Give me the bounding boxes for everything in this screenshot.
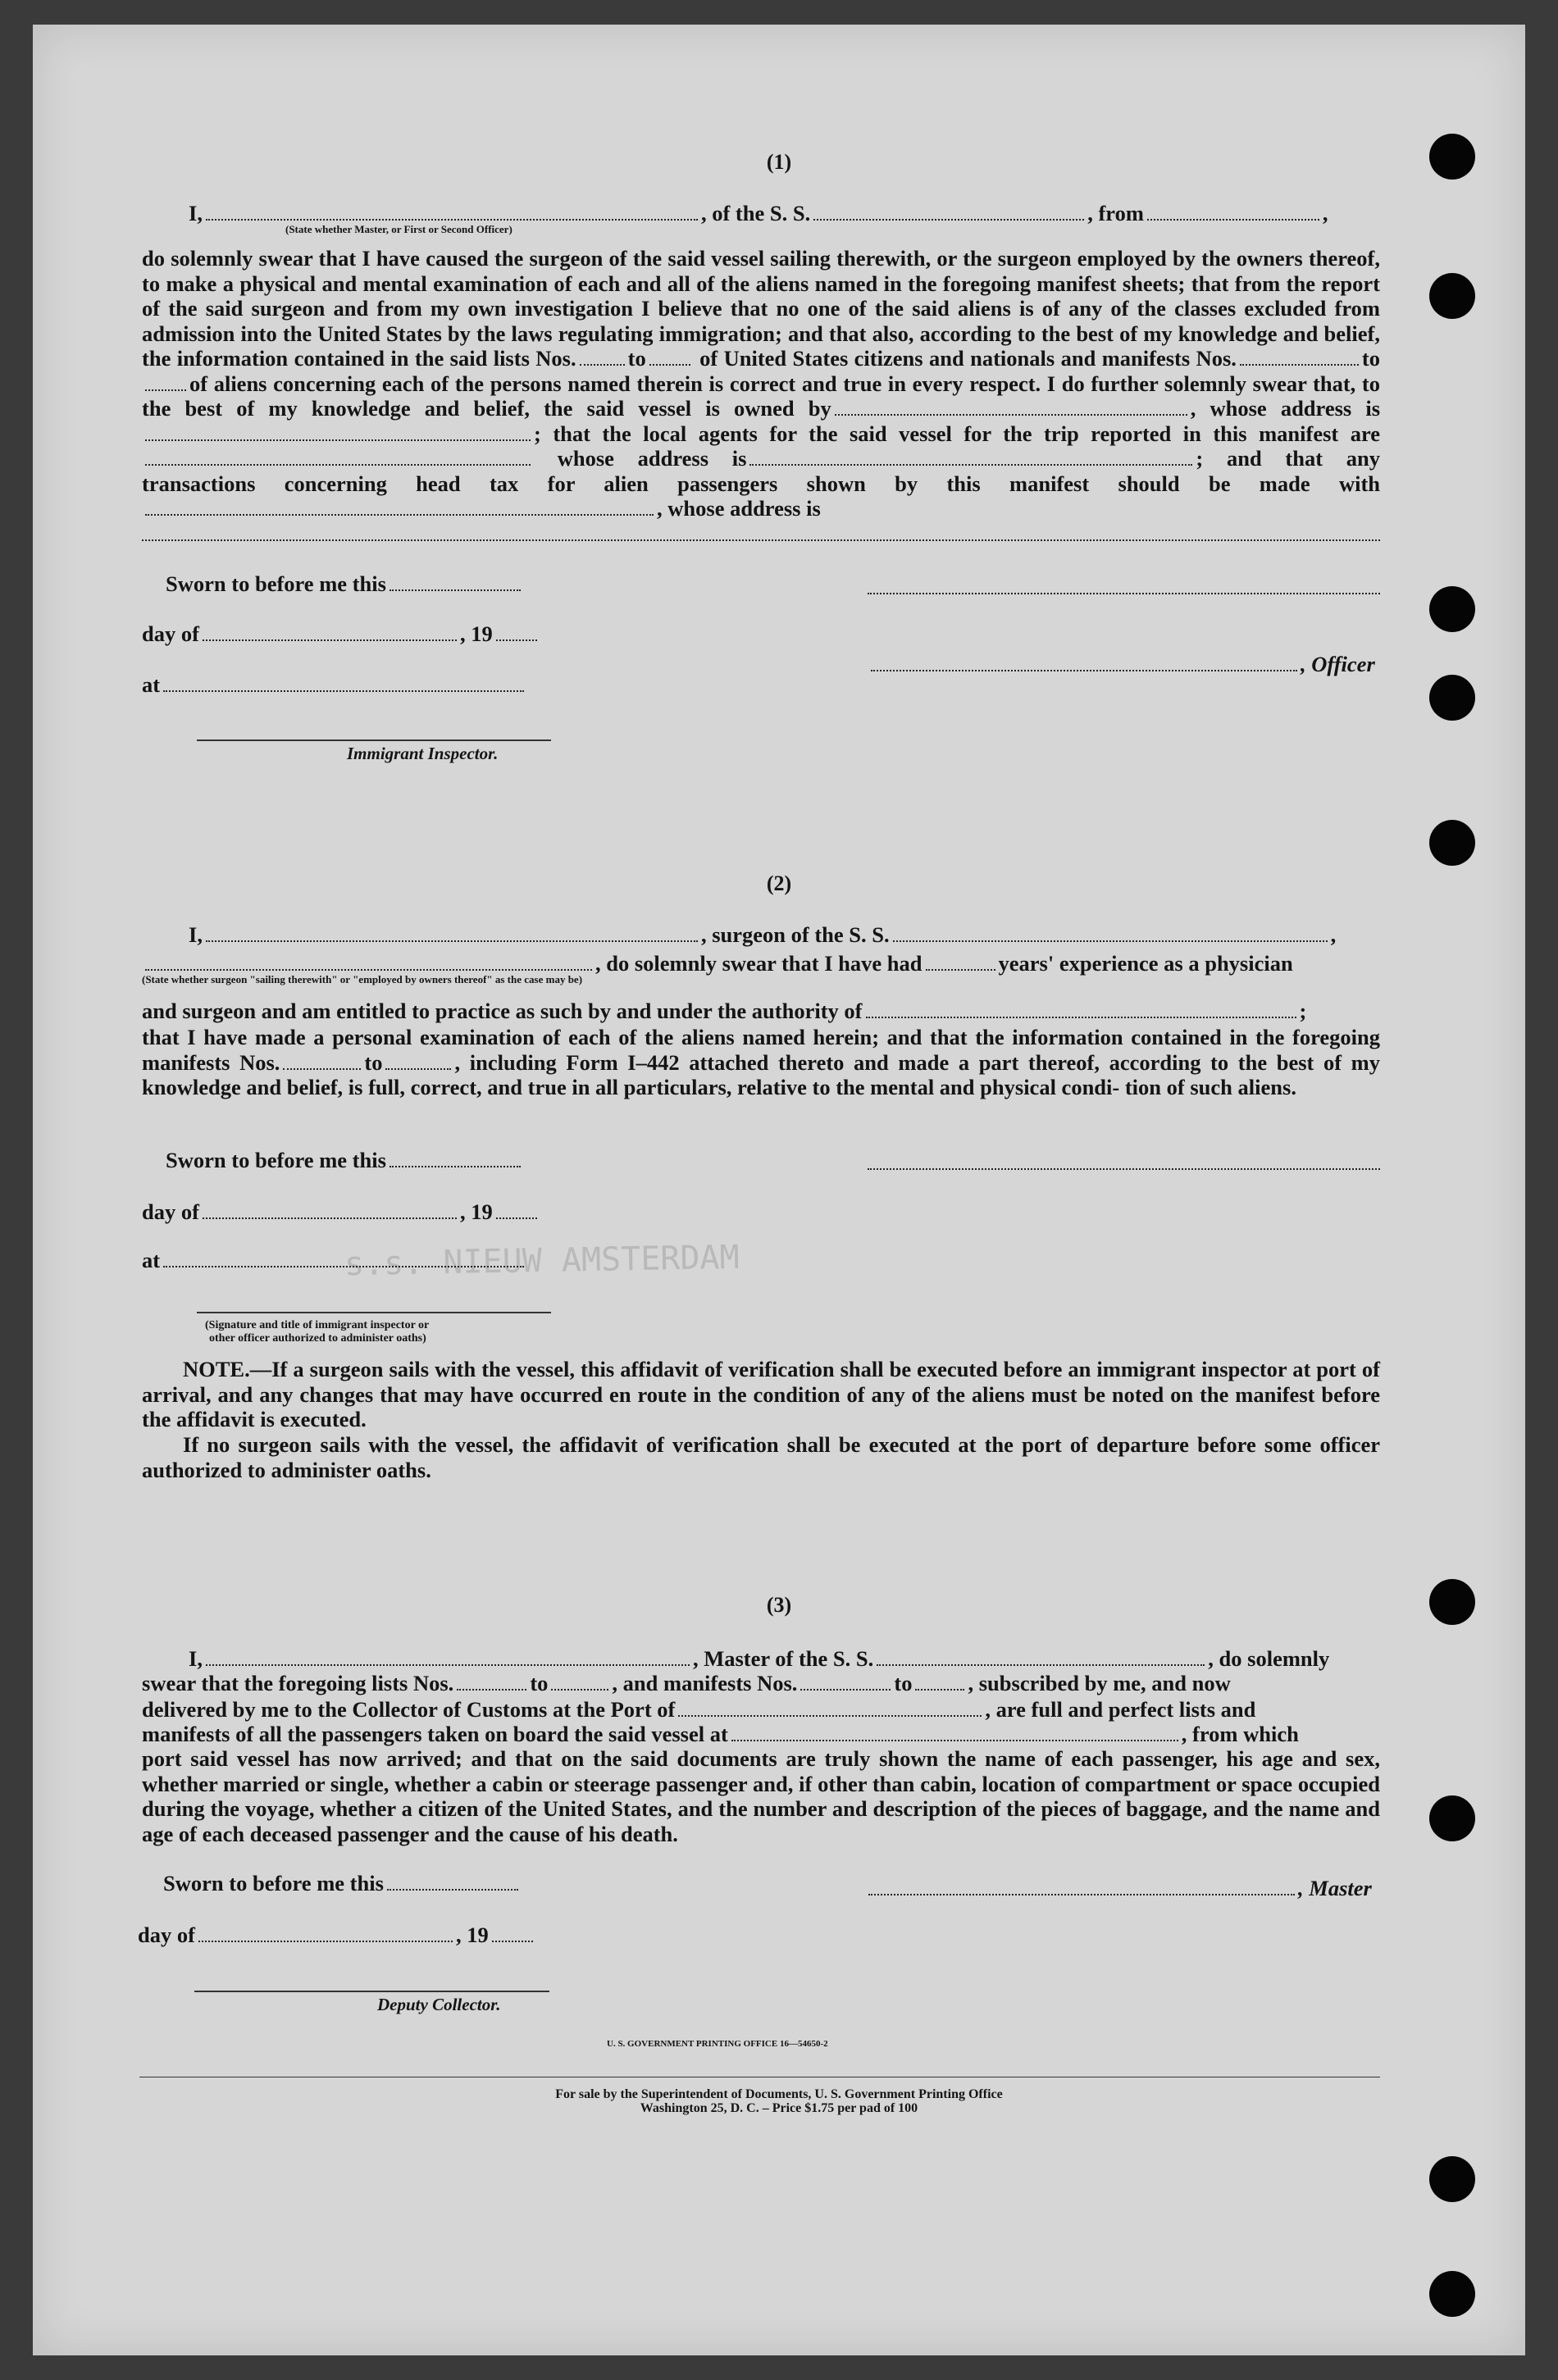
immigrant-inspector-label: Immigrant Inspector. — [347, 744, 499, 763]
day-of-field-2[interactable] — [203, 1199, 457, 1219]
surgeon-name-field[interactable] — [206, 922, 698, 942]
year-field-3[interactable] — [492, 1923, 533, 1942]
surgeon-signature-line[interactable] — [868, 1168, 1380, 1170]
owner-field[interactable] — [835, 396, 1187, 416]
note-paragraph-1: NOTE.—If a surgeon sails with the vessel, this affidavit of verification shall be executed before an immigrant inspector at port of arrival, and any changes that may have occurred en route in the condition of any of the aliens must be noted on the manifest before the affidavit is executed. — [142, 1357, 1380, 1431]
sale-line-2: Washington 25, D. C. – Price $1.75 per pad of 100 — [640, 2101, 918, 2115]
at-field[interactable] — [163, 672, 524, 692]
authority-field[interactable] — [866, 999, 1296, 1018]
section-1-line-1: I, , of the S. S. , from , — [189, 201, 1328, 225]
master-caption: (State whether Master, or First or Second Officer) — [285, 223, 512, 235]
binder-hole — [1429, 586, 1475, 632]
bleed-through-ship-stamp: s.s. NIEUW AMSTERDAM — [344, 1238, 740, 1284]
signature-caption-2: other officer authorized to administer oaths) — [209, 1332, 426, 1345]
surgeon-vessel-field[interactable] — [893, 922, 1328, 942]
section-3-number: (3) — [766, 1593, 792, 1617]
section-3-paragraph: port said vessel has now arrived; and that on the said documents are truly shown the name of each passenger, his age and sex, whether married or single, whether a cabin or steerage passenger and, if other than cabin, location of compartment or space occupied during the voyage, whether a citizen of the United States, and the number and description of the pieces of baggage, and the name and age of each deceased passenger and the cause of his death. — [142, 1746, 1380, 1846]
manifests-to-field[interactable] — [145, 371, 186, 391]
section-1-paragraph: do solemnly swear that I have caused the surgeon of the said vessel sailing therewith, or the surgeon employed by the owners thereof, to make a physical and mental examination of each and all of the aliens named in the foregoing manifest sheets; that from the report of the said surgeon and from my own investigation I believe that no one of the said aliens is of any of the classes excluded from admission into the United States by the laws regulating immigration; and that also, according to the best of my knowledge and belief, the information contained in the said lists Nos. to of United States citizens and nationals and manifests Nos. toof aliens concerning each of the persons named therein is correct and true in every respect. I do further solemnly swear that, to the best of my knowledge and belief, the said vessel is owned by , whose address is; that the local agents for the said vessel for the trip reported in this manifest are whose address is ; and that any transactions concerning head tax for alien passengers shown by this manifest should be made with, whose address is — [142, 246, 1381, 521]
sale-line-1: For sale by the Superintendent of Documents, U. S. Government Printing Office — [555, 2087, 1003, 2101]
binder-hole — [1429, 2156, 1475, 2202]
day-of-field[interactable] — [203, 621, 457, 641]
agents-address-field[interactable] — [749, 446, 1192, 466]
section-1-number: (1) — [766, 150, 792, 174]
section-3-line-3: delivered by me to the Collector of Customs at the Port of , are full and perfect lists and — [142, 1697, 1256, 1722]
binder-hole — [1429, 273, 1475, 319]
binder-hole — [1429, 2271, 1475, 2317]
surgeon-manifests-to-field[interactable] — [385, 1050, 451, 1070]
surgeon-manifests-from-field[interactable] — [283, 1050, 361, 1070]
at-line-2: at — [142, 1248, 527, 1273]
at-field-2[interactable] — [163, 1248, 524, 1267]
signature-caption-1: (Signature and title of immigrant inspector or — [205, 1319, 430, 1331]
owner-address-field[interactable] — [145, 421, 531, 441]
binder-hole — [1429, 675, 1475, 721]
sworn-day-field-3[interactable] — [387, 1871, 518, 1891]
deputy-collector-signature-line[interactable] — [194, 1991, 549, 1992]
boarding-port-field[interactable] — [731, 1722, 1178, 1741]
head-tax-contact-field[interactable] — [145, 496, 654, 516]
day-of-field-3[interactable] — [198, 1923, 453, 1942]
year-field-2[interactable] — [496, 1199, 537, 1219]
address-line[interactable] — [142, 539, 1380, 541]
section-2-line-2: , do solemnly swear that I have had years' experience as a physician — [142, 951, 1293, 976]
binder-hole — [1429, 820, 1475, 866]
sworn-day-field[interactable] — [390, 571, 521, 591]
section-2-line-1: I, , surgeon of the S. S. , — [189, 922, 1337, 947]
gpo-imprint: U. S. GOVERNMENT PRINTING OFFICE 16—54650-2 — [607, 2039, 828, 2049]
vessel-name-field[interactable] — [813, 201, 1084, 221]
master-signature-field[interactable] — [868, 1876, 1295, 1895]
sworn-line-2: Sworn to before me this — [166, 1148, 524, 1173]
section-2-number: (2) — [766, 871, 792, 895]
day-of-line-1: day of , 19 — [142, 621, 540, 647]
sworn-line-1: Sworn to before me this — [166, 571, 524, 597]
surgeon-caption: (State whether surgeon "sailing therewith" or "employed by owners thereof" as the case may be) — [142, 973, 583, 985]
officer-signature-field[interactable] — [871, 652, 1297, 671]
day-of-line-2: day of , 19 — [142, 1199, 540, 1225]
master-lists-from-field[interactable] — [457, 1671, 526, 1691]
section-2-authority-line: and surgeon and am entitled to practice as such by and under the authority of ; — [142, 999, 1307, 1023]
at-line-1: at — [142, 672, 527, 698]
master-vessel-field[interactable] — [877, 1646, 1205, 1666]
section-2-paragraph: that I have made a personal examination of each of the aliens named herein; and that the information contained in the foregoing manifests Nos. to , including Form I–442 attached thereto and made a part thereof, according to the best of my knowledge and belief, is full, correct, and true in all particulars, relative to the mental and physical condi- tion of such aliens. — [142, 1025, 1381, 1099]
master-lists-to-field[interactable] — [551, 1671, 608, 1691]
lists-from-field[interactable] — [580, 346, 625, 366]
day-of-line-3: day of , 19 — [138, 1923, 536, 1948]
port-field[interactable] — [678, 1697, 982, 1717]
officer-line: , Officer — [868, 652, 1375, 677]
officer-title-field[interactable] — [206, 201, 698, 221]
section-3-line-4: manifests of all the passengers taken on board the said vessel at , from which — [142, 1722, 1299, 1746]
lists-to-field[interactable] — [649, 346, 690, 366]
sworn-line-3: Sworn to before me this — [163, 1871, 522, 1896]
from-port-field[interactable] — [1147, 201, 1319, 221]
years-field[interactable] — [926, 951, 995, 971]
sworn-day-field-2[interactable] — [390, 1148, 521, 1167]
master-signature-line: , Master — [865, 1876, 1372, 1901]
officer-signature-line-top[interactable] — [868, 593, 1380, 594]
deputy-collector-label: Deputy Collector. — [377, 1995, 501, 2014]
surgeon-status-field[interactable] — [145, 951, 592, 971]
master-manifests-from-field[interactable] — [800, 1671, 891, 1691]
authorized-officer-signature-line[interactable] — [197, 1312, 551, 1313]
inspector-signature-line[interactable] — [197, 739, 551, 741]
manifests-from-field[interactable] — [1240, 346, 1359, 366]
master-manifests-to-field[interactable] — [915, 1671, 964, 1691]
note-paragraph-2: If no surgeon sails with the vessel, the affidavit of verification shall be executed at the port of departure before some officer authorized to administer oaths. — [142, 1432, 1380, 1482]
binder-hole — [1429, 1795, 1475, 1841]
agents-field[interactable] — [145, 446, 531, 466]
master-name-field[interactable] — [206, 1646, 690, 1666]
section-3-line-1: I, , Master of the S. S. , do solemnly — [189, 1646, 1330, 1671]
section-3-line-2: swear that the foregoing lists Nos. to , and manifests Nos. to , subscribed by me, and now — [142, 1671, 1231, 1695]
year-field[interactable] — [496, 621, 537, 641]
